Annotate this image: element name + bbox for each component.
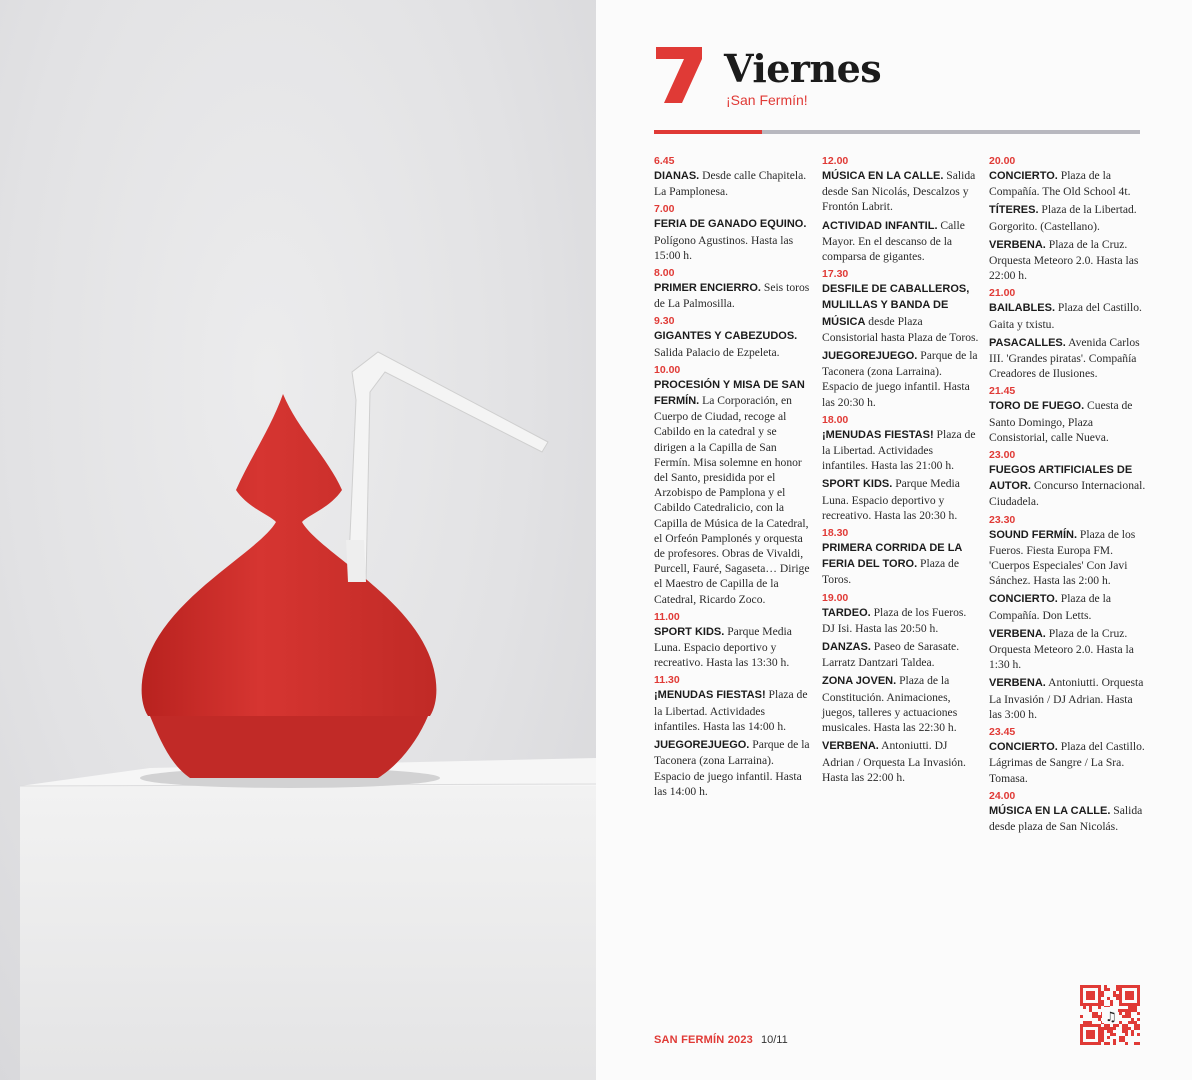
event-details: La Corporación, en Cuerpo de Ciudad, recoge al Cabildo en la catedral y se dirigen a la Capilla de San Fermín. Misa solemne en honor del Santo, presidida por el Arzobispo de Pamplona y el Cabildo Catedralicio, con la Capilla de Música de la Catedral, el Orfeón Pamplonés y orquesta de profesores. Obras de Vivaldi, Purcell, Fauré, Sagaseta… Dirige el Maestro de Capilla de la Catedral, Ricardo Zoco. (654, 394, 810, 606)
event-title: JUEGOREJUEGO. (654, 739, 750, 752)
footer-brand: SAN FERMÍN 2023 (654, 1034, 753, 1046)
event-entry (822, 605, 980, 636)
schedule-slot (822, 527, 980, 588)
event-details: Calle Mayor. En el descanso de la comparsa de gigantes. (822, 218, 965, 264)
event-entry (822, 218, 980, 265)
event-details: Parque Media Luna. Espacio deportivo y recreativo. Hasta las 20:30 h. (822, 477, 960, 522)
schedule-slot (822, 592, 980, 785)
figurine-base (150, 716, 428, 778)
slot-time: 23.45 (989, 726, 1016, 739)
page-footer (654, 1034, 788, 1046)
slot-time: 7.00 (654, 203, 675, 216)
event-title: FERIA DE GANADO EQUINO. (654, 218, 807, 231)
event-details: Antoniutti. DJ Adrian / Orquesta La Invasión. Hasta las 22:00 h. (822, 739, 966, 784)
event-title: ZONA JOVEN. (822, 675, 897, 688)
event-details: Plaza de la Cruz. Orquesta Meteoro 2.0. Hasta las 22:00 h. (989, 237, 1139, 283)
event-details: Plaza de la Compañía. Don Letts. (989, 592, 1111, 622)
event-title: DIANAS. (654, 170, 700, 182)
event-entry (654, 624, 812, 671)
event-entry (989, 202, 1147, 233)
schedule-slot (654, 203, 812, 263)
event-title: SPORT KIDS. (654, 625, 725, 638)
event-details: Plaza de los Fueros. Fiesta Europa FM. 'Cuerpos Especiales' Con Javi Sánchez. Hasta las 2:00 h. (989, 527, 1136, 588)
event-entry (822, 639, 980, 670)
event-title: SOUND FERMÍN. (989, 528, 1077, 541)
day-number (654, 45, 704, 103)
event-details: Salida desde plaza de San Nicolás. (989, 803, 1143, 833)
event-details: desde Plaza Consistorial hasta Plaza de Toros. (822, 314, 979, 344)
event-title: ACTIVIDAD INFANTIL. (822, 219, 938, 232)
slot-time: 21.45 (989, 385, 1016, 398)
event-entry (822, 738, 980, 785)
event-details: Plaza de los Fueros. DJ Isi. Hasta las 20:50 h. (822, 605, 967, 635)
event-title: DANZAS. (822, 641, 871, 654)
event-title: JUEGOREJUEGO. (822, 350, 918, 363)
schedule-slot (989, 155, 1147, 283)
slot-time: 10.00 (654, 363, 681, 376)
event-entry (822, 168, 980, 215)
event-title: ¡MENUDAS FIESTAS! (822, 428, 934, 441)
event-entry (989, 626, 1147, 673)
event-title: BAILABLES. (989, 302, 1055, 315)
event-details: Plaza de la Libertad. Gorgorito. (Castellano). (989, 203, 1137, 233)
event-entry (654, 168, 812, 199)
event-title: PASACALLES. (989, 336, 1066, 349)
event-title: CONCIERTO. (989, 741, 1058, 754)
schedule-column-2 (822, 155, 980, 789)
event-entry (654, 687, 812, 734)
event-details: Antoniutti. Orquesta La Invasión / DJ Adrian. Hasta las 3:00 h. (989, 676, 1144, 721)
event-title: VERBENA. (989, 677, 1046, 690)
schedule-slot (654, 267, 812, 311)
schedule-slot (654, 315, 812, 359)
event-details: Polígono Agustinos. Hasta las 15:00 h. (654, 233, 794, 262)
event-title: TÍTERES. (989, 204, 1039, 217)
event-details: Desde calle Chapitela. La Pamplonesa. (654, 169, 807, 199)
event-title: VERBENA. (989, 627, 1046, 640)
event-entry (989, 168, 1147, 199)
event-title: CONCIERTO. (989, 170, 1058, 182)
slot-time: 6.45 (654, 155, 675, 167)
slot-time: 11.30 (654, 674, 680, 687)
event-entry (989, 237, 1147, 284)
event-entry (822, 281, 980, 345)
schedule-column-3 (989, 155, 1147, 838)
slot-time: 11.00 (654, 610, 680, 623)
event-details: Cuesta de Santo Domingo, Plaza Consistorial, calle Nueva. (989, 399, 1133, 444)
event-title: TARDEO. (822, 606, 871, 619)
event-entry (989, 675, 1147, 722)
day-subtitle: ¡San Fermín! (726, 92, 808, 108)
event-entry (654, 737, 812, 799)
event-details: Plaza de la Constitución. Animaciones, juegos, talleres y actuaciones musicales. Hasta las 22:30 h. (822, 674, 958, 735)
slot-time: 12.00 (822, 155, 849, 167)
event-title: MÚSICA EN LA CALLE. (989, 804, 1111, 817)
event-details: Salida desde San Nicolás, Descalzos y Frontón Labrit. (822, 169, 976, 214)
event-entry (822, 673, 980, 735)
event-title: VERBENA. (989, 238, 1046, 251)
event-title: CONCIERTO. (989, 593, 1058, 606)
event-details: Avenida Carlos III. 'Grandes piratas'. Compañía Creadores de Ilusiones. (989, 335, 1140, 381)
event-title: ¡MENUDAS FIESTAS! (654, 689, 766, 702)
slot-time: 20.00 (989, 155, 1016, 167)
event-details: Plaza de Toros. (822, 557, 959, 587)
event-entry (989, 462, 1147, 510)
event-title: PROCESIÓN Y MISA DE SAN FERMÍN. (654, 378, 805, 408)
event-details: Paseo de Sarasate. Larratz Dantzari Taldea. (822, 640, 960, 670)
header-rule (654, 130, 1140, 134)
event-entry (822, 476, 980, 523)
schedule-slot (822, 414, 980, 523)
event-details: Plaza de la Compañía. The Old School 4t. (989, 169, 1131, 199)
event-title: MÚSICA EN LA CALLE. (822, 170, 944, 182)
event-details: Salida Palacio de Ezpeleta. (654, 345, 780, 359)
slot-time: 23.00 (989, 449, 1016, 462)
event-title: PRIMERA CORRIDA DE LA FERIA DEL TORO. (822, 542, 962, 571)
qr-code-icon[interactable] (1080, 985, 1140, 1045)
event-entry (822, 540, 980, 588)
day-title: Viernes (724, 46, 882, 91)
event-details: Plaza de la Libertad. Actividades infantiles. Hasta las 14:00 h. (654, 688, 808, 733)
schedule-slot (989, 287, 1147, 381)
slot-time: 18.00 (822, 413, 849, 426)
event-details: Parque de la Taconera (zona Larraina). Espacio de juego infantil. Hasta las 20:30 h. (822, 349, 978, 409)
event-details: Seis toros de La Palmosilla. (654, 281, 810, 311)
event-entry (989, 803, 1147, 834)
event-entry (989, 527, 1147, 589)
event-title: PRIMER ENCIERRO. (654, 282, 761, 295)
event-details: Parque de la Taconera (zona Larraina). Espacio de juego infantil. Hasta las 14:00 h. (654, 738, 810, 798)
event-title: TORO DE FUEGO. (989, 400, 1085, 413)
event-entry (654, 328, 812, 359)
schedule-slot (654, 674, 812, 798)
schedule-slot (654, 611, 812, 671)
slot-time: 8.00 (654, 267, 675, 280)
event-entry (654, 377, 812, 607)
pedestal (20, 786, 596, 1080)
event-details: Plaza del Castillo. Gaita y txistu. (989, 301, 1142, 331)
schedule-slot (654, 155, 812, 199)
figurine-body (142, 394, 437, 716)
event-entry (989, 335, 1147, 382)
schedule-slot (822, 155, 980, 264)
slot-time: 19.00 (822, 591, 849, 604)
event-title: SPORT KIDS. (822, 478, 893, 491)
event-entry (989, 739, 1147, 786)
event-details: Plaza de la Cruz. Orquesta Meteoro 2.0. Hasta la 1:30 h. (989, 626, 1134, 672)
event-entry (822, 427, 980, 474)
event-title: DESFILE DE CABALLEROS, MULILLAS Y BANDA DE MÚSICA (822, 283, 970, 328)
svg-text:♫: ♫ (1105, 1010, 1117, 1025)
header-rule-accent (654, 130, 762, 134)
schedule-slot (989, 514, 1147, 722)
event-entry (989, 300, 1147, 331)
event-details: Parque Media Luna. Espacio deportivo y recreativo. Hasta las 13:30 h. (654, 624, 792, 670)
event-entry (822, 348, 980, 410)
event-entry (654, 280, 812, 311)
straw (348, 352, 548, 582)
schedule-slot (822, 268, 980, 410)
slot-time: 17.30 (822, 268, 849, 281)
schedule-slot (654, 364, 812, 607)
schedule-slot (989, 726, 1147, 786)
schedule-column-1 (654, 155, 812, 803)
event-entry (989, 591, 1147, 622)
schedule-page (596, 0, 1192, 1080)
page-number: 10/11 (760, 1034, 788, 1046)
slot-time: 9.30 (654, 315, 675, 328)
schedule-slot (989, 449, 1147, 510)
slot-time: 21.00 (989, 287, 1016, 300)
schedule-slot (989, 790, 1147, 834)
slot-time: 23.30 (989, 513, 1016, 526)
event-entry (654, 216, 812, 263)
event-entry (989, 398, 1147, 445)
event-details: Plaza de la Libertad. Actividades infantiles. Hasta las 21:00 h. (822, 427, 976, 473)
event-details: Plaza del Castillo. Lágrimas de Sangre / La Sra. Tomasa. (989, 740, 1145, 785)
event-title: VERBENA. (822, 740, 879, 753)
slot-time: 18.30 (822, 527, 849, 540)
slot-time: 24.00 (989, 789, 1016, 802)
event-details: Concurso Internacional. Ciudadela. (989, 479, 1146, 509)
event-title: FUEGOS ARTIFICIALES DE AUTOR. (989, 464, 1133, 493)
schedule-slot (989, 385, 1147, 445)
event-title: GIGANTES Y CABEZUDOS. (654, 330, 798, 343)
